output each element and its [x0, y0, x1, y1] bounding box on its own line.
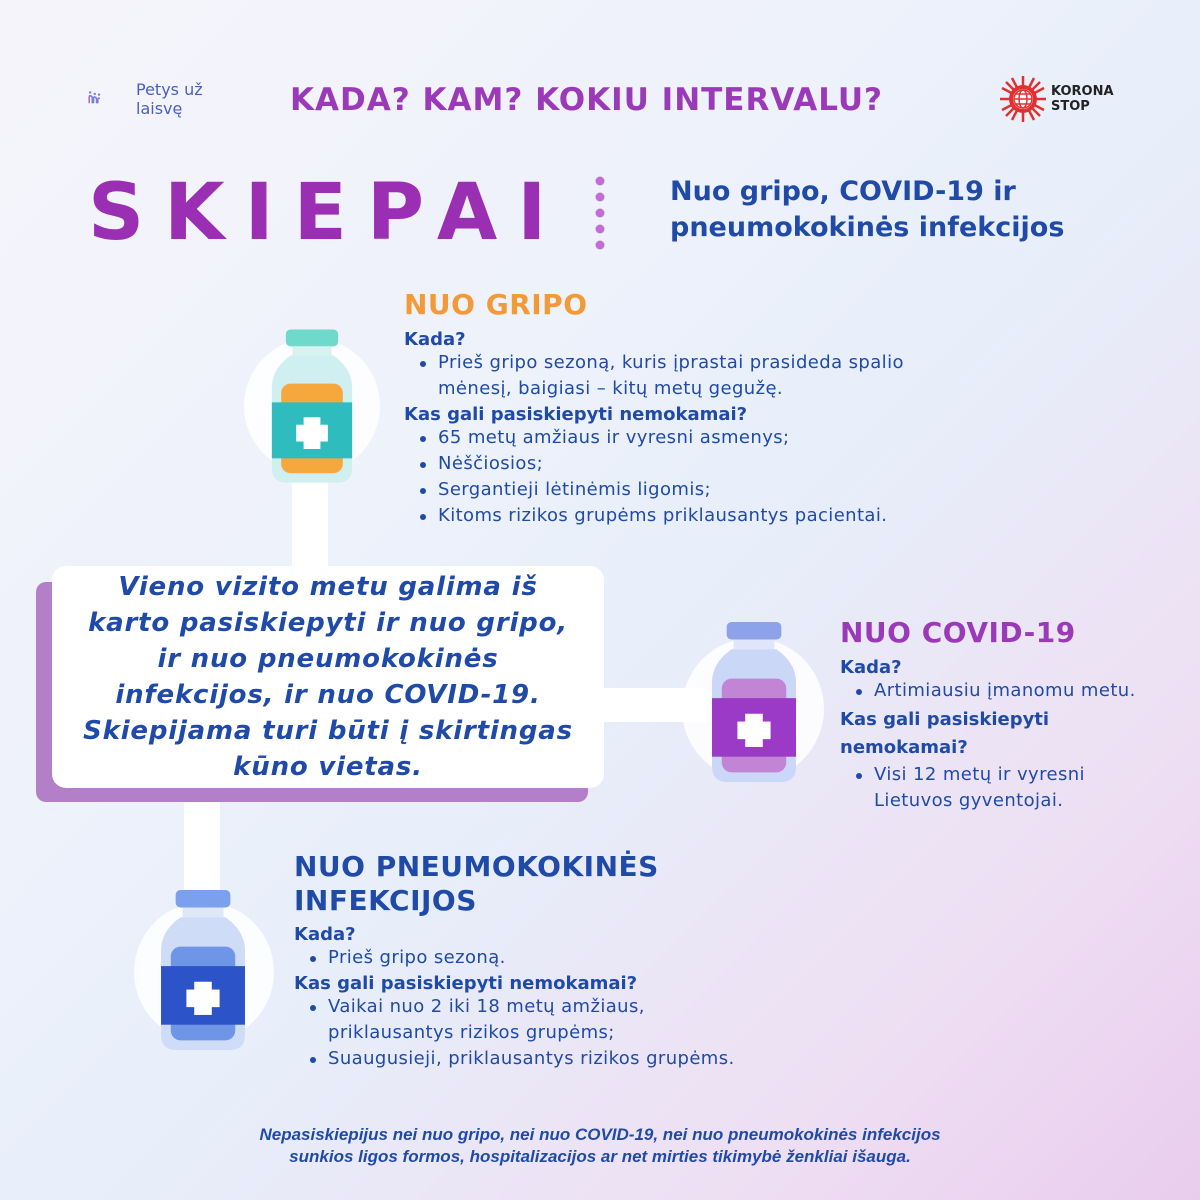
note-box — [52, 566, 604, 788]
pneumo-when-heading: Kada? — [294, 924, 356, 945]
section-gripo — [404, 288, 1004, 529]
gripo-when-heading: Kada? — [404, 329, 466, 350]
dots-divider-icon — [594, 176, 606, 250]
gripo-vial-icon — [270, 322, 354, 492]
subtitle-line2: pneumokokinės infekcijos — [670, 212, 1065, 243]
covid-who-list — [840, 762, 1130, 814]
footer-line1: Nepasiskiepijus nei nuo gripo, nei nuo COVID-19, nei nuo pneumokokinės infekcijos — [259, 1125, 941, 1144]
list-item: Artimiausiu įmanomu metu. — [840, 678, 1180, 704]
list-item: Vaikai nuo 2 iki 18 metų amžiaus, priklausantys rizikos grupėms; — [294, 994, 734, 1046]
pneumo-when-list — [294, 945, 854, 971]
covid-when-heading: Kada? — [840, 657, 902, 678]
page-subtitle — [670, 174, 1130, 246]
pneumo-title-line1: NUO PNEUMOKOKINĖS — [294, 850, 659, 883]
page-title: SKIEPAI — [88, 168, 567, 258]
list-item: Sergantieji lėtinėmis ligomis; — [404, 477, 1004, 503]
logo-right-line1: KORONA — [1051, 84, 1114, 99]
pneumo-title-line2: INFEKCIJOS — [294, 884, 477, 917]
list-item: 65 metų amžiaus ir vyresni asmenys; — [404, 425, 1004, 451]
pneumo-who-list — [294, 994, 734, 1072]
section-pneumo — [294, 850, 854, 1072]
pneumo-vial-icon — [158, 888, 248, 1054]
logo-right-text — [1051, 84, 1114, 114]
note-text: Vieno vizito metu galima iš karto pasiskiepyti ir nuo gripo, ir nuo pneumokokinės infekcijos, ir nuo COVID-19. Skiepijama turi būti į skirtingas kūno vietas. — [83, 572, 573, 782]
list-item: Suaugusieji, priklausantys rizikos grupėms. — [294, 1046, 854, 1072]
list-item: Visi 12 metų ir vyresni Lietuvos gyventojai. — [840, 762, 1130, 814]
gripo-who-heading: Kas gali pasiskiepyti nemokamai? — [404, 404, 748, 425]
pneumo-who-heading: Kas gali pasiskiepyti nemokamai? — [294, 973, 638, 994]
logo-left-line1: Petys už — [136, 80, 203, 99]
footer-warning — [100, 1124, 1100, 1168]
gripo-title: NUO GRIPO — [404, 288, 588, 321]
covid-when-list — [840, 678, 1180, 704]
korona-stop-logo-icon — [998, 74, 1048, 124]
covid-who-heading: Kas gali pasiskiepyti nemokamai? — [840, 709, 1050, 758]
logo-left-text — [136, 80, 203, 118]
gripo-who-list — [404, 425, 1004, 529]
list-item: Nėščiosios; — [404, 451, 1004, 477]
pneumo-title — [294, 850, 854, 918]
covid-vial-icon — [710, 620, 798, 786]
section-covid — [840, 616, 1180, 814]
logo-left-line2: laisvę — [136, 99, 183, 118]
list-item: Kitoms rizikos grupėms priklausantys pacientai. — [404, 503, 1004, 529]
subtitle-line1: Nuo gripo, COVID-19 ir — [670, 176, 1016, 207]
petys-uz-laisve-logo-icon — [88, 76, 134, 120]
header-title: KADA? KAM? KOKIU INTERVALU? — [290, 82, 884, 118]
list-item: Prieš gripo sezoną, kuris įprastai prasideda spalio mėnesį, baigiasi – kitų metų gegužę. — [404, 350, 944, 402]
covid-title: NUO COVID-19 — [840, 616, 1076, 649]
footer-line2: sunkios ligos formos, hospitalizacijos ar net mirties tikimybė ženkliai išauga. — [289, 1147, 911, 1166]
gripo-when-list — [404, 350, 944, 402]
logo-right-line2: STOP — [1051, 99, 1090, 114]
list-item: Prieš gripo sezoną. — [294, 945, 854, 971]
